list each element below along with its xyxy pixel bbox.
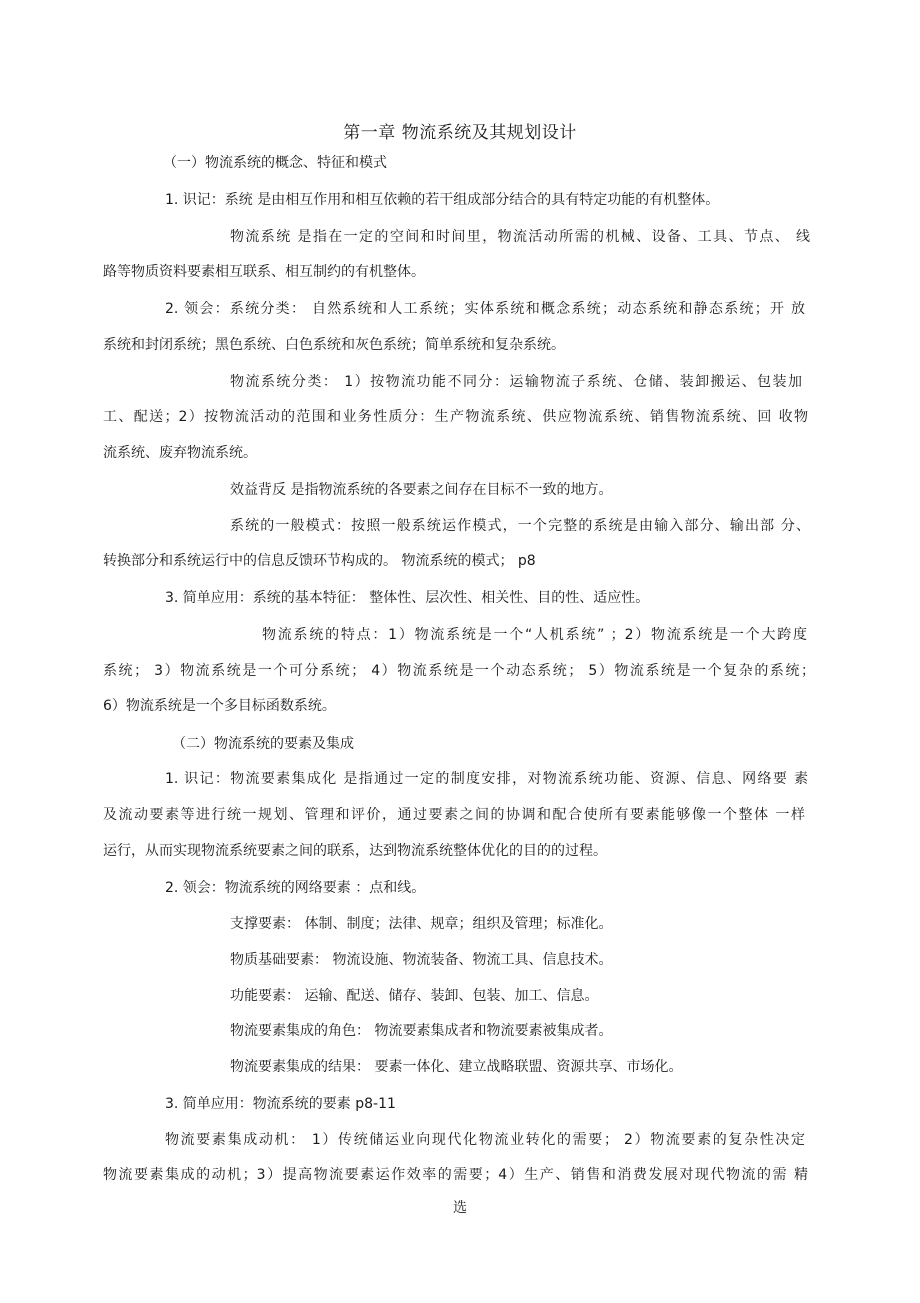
text-line: 物流要素集成的动机；3）提高物流要素运作效率的需要；4）生产、销售和消费发展对现代物流的需 精 <box>103 1167 808 1183</box>
chapter-title: 第一章 物流系统及其规划设计 <box>343 123 577 143</box>
text-line: 物流系统分类： 1）按物流功能不同分：运输物流子系统、仓储、装卸搬运、包装加 <box>230 374 802 390</box>
text-line: 物流要素集成动机： 1）传统储运业向现代化物流业转化的需要； 2）物流要素的复杂性决定 <box>165 1132 805 1148</box>
text-line: 功能要素： 运输、配送、储存、装卸、包装、加工、信息。 <box>230 988 599 1004</box>
text-line: 1. 识记：系统 是由相互作用和相互依赖的若干组成部分结合的具有特定功能的有机整体。 <box>165 192 720 208</box>
text-line: 2. 领会：系统分类： 自然系统和人工系统；实体系统和概念系统；动态系统和静态系统；开 放 <box>165 301 805 317</box>
text-line: 6）物流系统是一个多目标函数系统。 <box>103 698 336 714</box>
text-line: 系统和封闭系统；黑色系统、白色系统和灰色系统；简单系统和复杂系统。 <box>103 337 565 353</box>
text-line: 运行，从而实现物流系统要素之间的联系，达到物流系统整体优化的目的的过程。 <box>103 843 607 859</box>
text-line: 系统的一般模式：按照一般系统运作模式，一个完整的系统是由输入部分、输出部 分、 <box>230 518 810 534</box>
text-line: 物流要素集成的角色： 物流要素集成者和物流要素被集成者。 <box>230 1023 613 1039</box>
text-line: 工、配送；2）按物流活动的范围和业务性质分：生产物流系统、供应物流系统、销售物流系统、回 收物 <box>103 409 808 425</box>
section-heading-2: （二）物流系统的要素及集成 <box>172 736 354 752</box>
section-heading-1: （一）物流系统的概念、特征和模式 <box>163 155 387 171</box>
text-line: 物流要素集成的结果： 要素一体化、建立战略联盟、资源共享、市场化。 <box>230 1059 683 1075</box>
text-line: 效益背反 是指物流系统的各要素之间存在目标不一致的地方。 <box>230 482 613 498</box>
text-line: 3. 简单应用：系统的基本特征： 整体性、层次性、相关性、目的性、适应性。 <box>165 590 650 606</box>
text-line: 2. 领会：物流系统的网络要素 ：点和线。 <box>165 880 426 896</box>
text-line: 物流系统的特点：1）物流系统是一个“人机系统” ；2）物流系统是一个大跨度 <box>262 627 807 643</box>
text-line: 3. 简单应用：物流系统的要素 p8-11 <box>165 1096 396 1112</box>
text-line: 系统； 3）物流系统是一个可分系统； 4）物流系统是一个动态系统； 5）物流系统是一个复杂的系统； <box>103 663 815 679</box>
text-line: 转换部分和系统运行中的信息反馈环节构成的。 物流系统的模式； p8 <box>103 553 536 569</box>
text-line: 及流动要素等进行统一规划、管理和评价，通过要素之间的协调和配合使所有要素能够像一个整体 一样 <box>103 807 805 823</box>
text-line: 路等物质资料要素相互联系、相互制约的有机整体。 <box>103 264 425 280</box>
text-line: 支撑要素： 体制、制度；法律、规章；组织及管理；标准化。 <box>230 916 613 932</box>
text-line: 物流系统 是指在一定的空间和时间里，物流活动所需的机械、设备、工具、节点、 线 <box>230 229 810 245</box>
text-line: 物质基础要素： 物流设施、物流装备、物流工具、信息技术。 <box>230 952 613 968</box>
text-line: 1. 识记：物流要素集成化 是指通过一定的制度安排，对物流系统功能、资源、信息、网络要 素 <box>165 771 808 787</box>
page-footer: 选 <box>453 1200 467 1216</box>
text-line: 流系统、废弃物流系统。 <box>103 445 257 461</box>
